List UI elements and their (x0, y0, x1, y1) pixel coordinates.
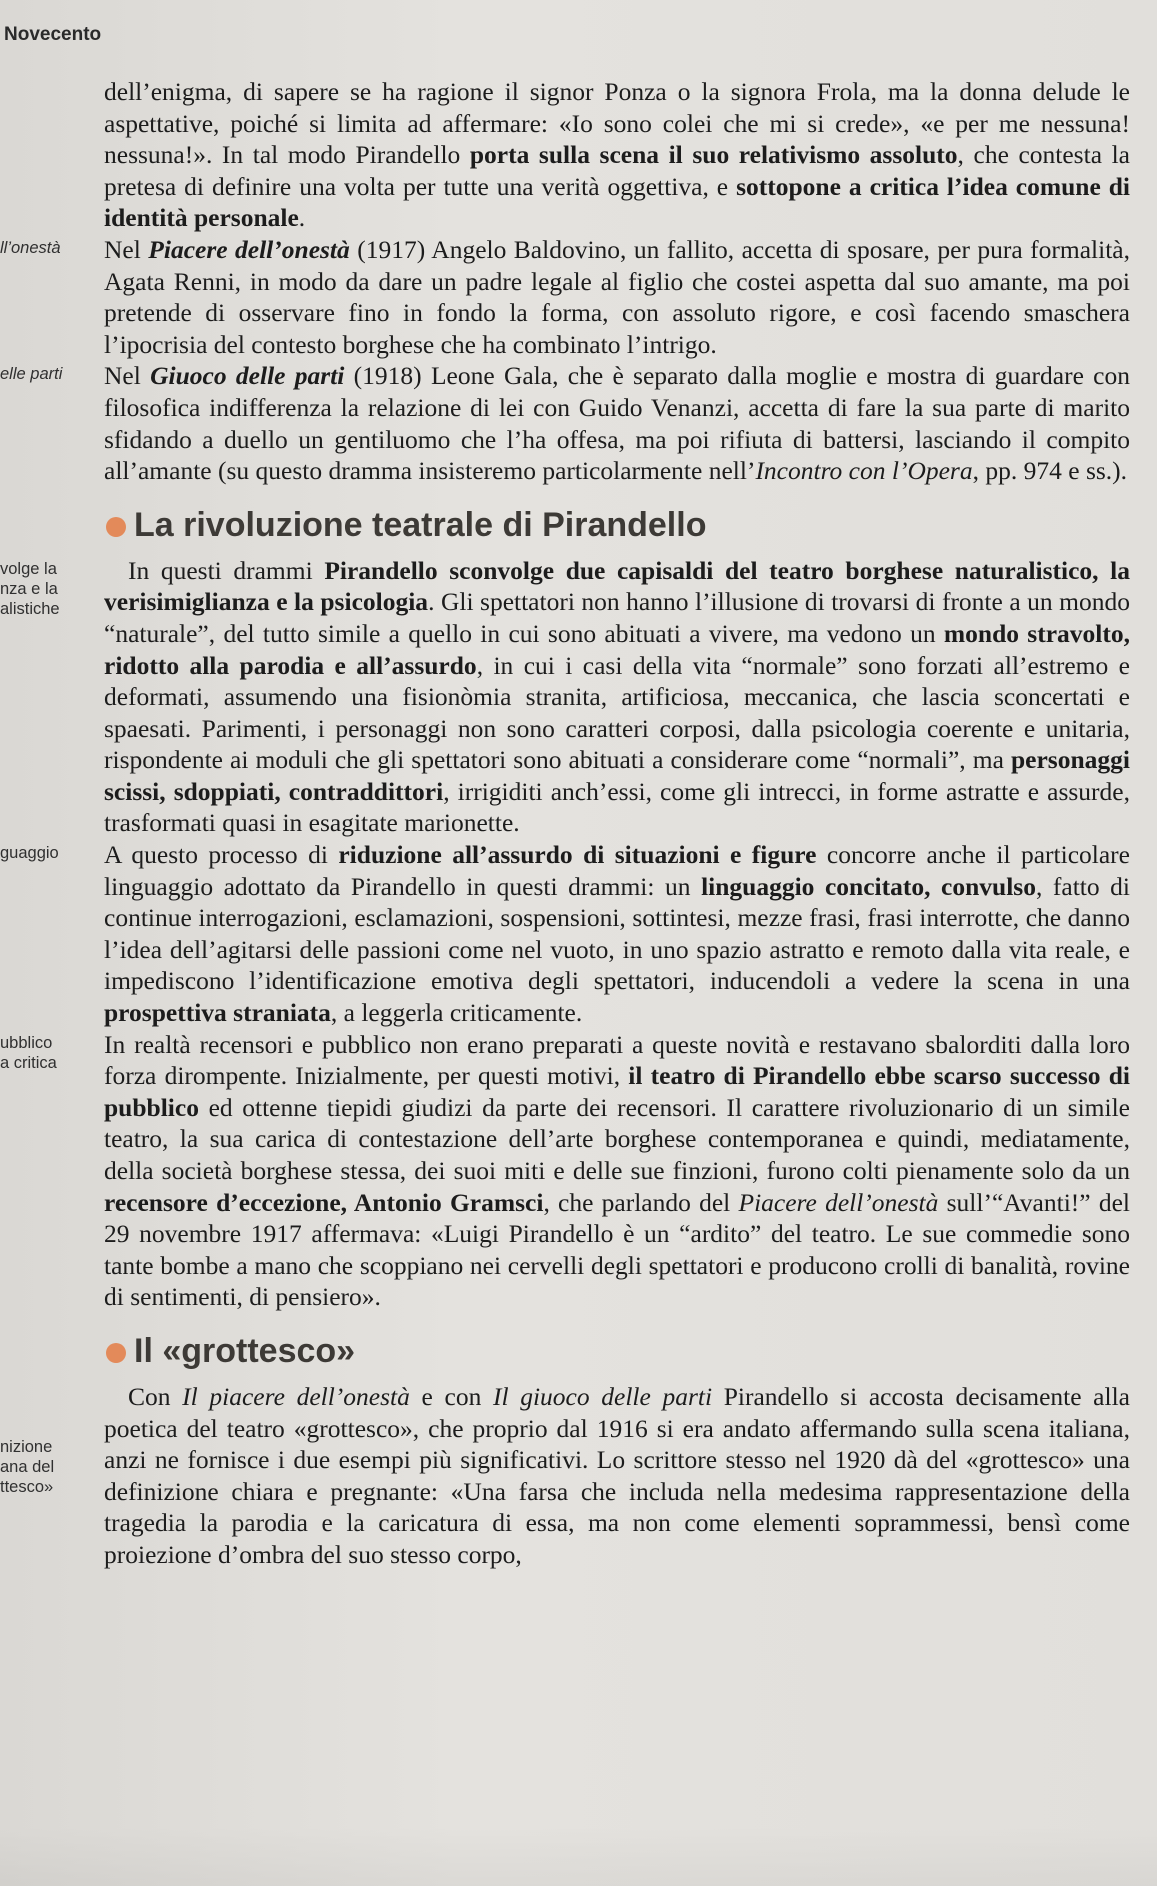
text-run: sull’“Avanti!” del 29 novembre 1917 affermava: «Luigi Pirandello è un “ardito” del teatro. Le sue commedie sono tante bombe a mano che scoppiano nei cervelli degli spettatori e producono crolli di banalità, rovine di sentimenti, di pensiero». (104, 1187, 1130, 1312)
section-title-rivoluzione (104, 505, 1130, 545)
margin-note-linguaggio (0, 843, 74, 863)
giuoco-title: Giuoco delle parti (150, 361, 345, 391)
intro-bold-2: sottopone a critica l’idea comune di identità personale (104, 171, 1131, 233)
giuoco-block (0, 360, 1131, 486)
giuoco-ref-title: Incontro con l’Opera (755, 456, 973, 486)
intro-block (104, 76, 1130, 234)
margin-note-giuoco: elle parti (0, 365, 63, 384)
margin-note-pubblico (0, 1033, 74, 1073)
text-run: Con (128, 1381, 183, 1411)
margin-line: ana del (0, 1457, 55, 1476)
section-title-text: Il «grottesco» (134, 1331, 356, 1370)
italic-run: Il piacere dell’onestà (182, 1381, 410, 1411)
margin-note-piacere: ll’onestà (0, 238, 61, 257)
rivoluzione-p1-block (0, 555, 1131, 839)
giuoco-text-1: Nel (104, 361, 151, 391)
text-run: e con (409, 1381, 493, 1411)
margin-line: guaggio (0, 844, 59, 863)
text-run: , fatto di continue interrogazioni, esclamazioni, sospensioni, sottintesi, mezze frasi, frasi interrotte, che danno l’idea dell’agitarsi delle passioni come nel vuoto, in uno spazio astratto e remoto dalla vita reale, e impediscono l’identificazione emotiva degli spettatori, inducendoli a vedere la scena in una (104, 871, 1130, 996)
rivoluzione-paragraph-3 (104, 1029, 1130, 1313)
giuoco-text-3: , pp. 974 e ss.). (972, 456, 1128, 486)
rivoluzione-paragraph-1 (104, 555, 1130, 839)
text-run: In realtà recensori e pubblico non erano preparati a queste novità e restavano sbalorditi dalla loro forza dirompente. Inizialmente, per questi motivi, (104, 1029, 1130, 1091)
piacere-paragraph (104, 234, 1130, 360)
giuoco-text-2: (1918) Leone Gala, che è separato dalla moglie e mostra di guardare con filosofica indifferenza la relazione di lei con Guido Venanzi, accetta di fare la sua parte di marito sfidando a duello un gentiluomo che l’ha offesa, ma poi rifiuta di battersi, lasciando il compito all’amante (su questo dramma insisteremo particolarmente nell’ (104, 361, 1131, 486)
grottesco-paragraph-1 (104, 1381, 1130, 1571)
piacere-block (0, 234, 1131, 360)
bold-run: recensore d’eccezione, Antonio Gramsci (104, 1187, 544, 1217)
bold-run: personaggi scissi, sdoppiati, contraddittori (104, 745, 1130, 806)
grottesco-p1-block (0, 1381, 1130, 1571)
text-run: concorre anche il particolare linguaggio adottato da Pirandello in questi drammi: un (104, 840, 1130, 901)
intro-text-2: , che contesta la pretesa di definire una volta per tutte una verità oggettiva, e (104, 140, 1130, 201)
rivoluzione-p3-block (0, 1029, 1130, 1313)
text-run: , a leggerla criticamente. (330, 998, 583, 1028)
piacere-text-1: Nel (104, 234, 149, 264)
text-run: Pirandello si accosta decisamente alla poetica del teatro «grottesco», che proprio dal 1916 si era andato affermando sulla scena italiana, anzi ne fornisce i due esempi più significativi. Lo scrittore stesso nel 1920 dà del «grottesco» una definizione chiara e pregnante: «Una farsa che includa nella medesima rappresentazione della tragedia la parodia e la caricatura di essa, ma non come elementi soprammessi, bensì come proiezione d’ombra del suo stesso corpo, (104, 1381, 1130, 1569)
text-run: ed ottenne tiepidi giudizi da parte dei recensori. Il carattere rivoluzionario di un simile teatro, la sua carica di contestazione dell’arte borghese contemporanea e quindi, mediatamente, della società borghese stessa, dei suoi miti e delle sue finzioni, furono colti pienamente solo da un (104, 1092, 1130, 1185)
italic-run: Il giuoco delle parti (492, 1381, 713, 1411)
margin-line: nza e la (0, 579, 58, 598)
rivoluzione-p2-block (0, 839, 1130, 1029)
section-title-text: La rivoluzione teatrale di Pirandello (134, 505, 707, 544)
margin-line: ttesco» (0, 1477, 54, 1496)
text-run: . Gli spettatori non hanno l’illusione di trovarsi di fronte a un mondo “naturale”, del tutto simile a quello in cui sono abituati a vivere, ma vedono un (104, 587, 1130, 648)
bold-run: linguaggio concitato, convulso (701, 871, 1036, 901)
page-shadow (0, 1826, 1157, 1886)
piacere-text-2: (1917) Angelo Baldovino, un fallito, accetta di sposare, per pura formalità, Agata Renni, in modo da dare un padre legale al figlio che costei aspetta dal suo amante, ma poi pretende di osservare fino in fondo la forma, con assoluto rigore, e così facendo smaschera l’ipocrisia del contesto borghese che ha combinato l’intrigo. (104, 234, 1131, 359)
text-run: , in cui i casi della vita “normale” sono forzati all’estremo e deformati, assumendo una fisionòmia stranita, artificiosa, meccanica, che lascia sconcertati e spaesati. Parimenti, i personaggi non sono caratteri corposi, dalla psicologia coerente e unitaria, rispondente ai moduli che gli spettatori sono abituati a considerare come “normali”, ma (104, 650, 1130, 775)
bold-run: prospettiva straniata (104, 998, 331, 1028)
margin-line: a critica (0, 1053, 57, 1072)
margin-line: ubblico (0, 1033, 53, 1052)
running-head: Novecento (4, 24, 102, 45)
text-run: In questi drammi (128, 555, 325, 585)
section-bullet-icon (106, 1343, 126, 1363)
intro-text-3: . (298, 203, 306, 233)
intro-text-1: dell’enigma, di sapere se ha ragione il signor Ponza o la signora Frola, ma la donna delude le aspettative, poiché si limita ad affermare: «Io sono colei che mi si crede», «e per me nessuna! nessuna!». In tal modo Pirandello (104, 77, 1130, 170)
text-run: , irrigiditi anch’essi, come gli intrecci, in forme astratte e assurde, trasformati quasi in esagitate marionette. (104, 776, 1130, 838)
bold-run: il teatro di Pirandello ebbe scarso successo di pubblico (104, 1061, 1130, 1122)
text-column (0, 76, 1131, 1571)
bold-run: mondo stravolto, ridotto alla parodia e all’assurdo (104, 618, 1130, 680)
margin-line: volge la (0, 559, 57, 578)
margin-note-rivoluzione (0, 559, 74, 619)
bold-run: riduzione all’assurdo di situazioni e figure (338, 840, 817, 870)
section-bullet-icon (106, 517, 126, 537)
italic-run: Piacere dell’onestà (738, 1187, 939, 1217)
text-run: , che parlando del (543, 1187, 739, 1217)
rivoluzione-paragraph-2 (104, 839, 1130, 1029)
giuoco-paragraph (104, 360, 1130, 486)
text-run: A questo processo di (104, 840, 339, 870)
section-title-grottesco (104, 1331, 1130, 1371)
intro-bold-1: porta sulla scena il suo relativismo assoluto (469, 140, 958, 170)
margin-line: alistiche (0, 599, 60, 618)
piacere-title: Piacere dell’onestà (148, 234, 350, 264)
intro-paragraph (104, 76, 1130, 234)
bold-run: Pirandello sconvolge due capisaldi del teatro borghese naturalistico, la verisimiglianza e la psicologia (104, 555, 1131, 617)
margin-line: nizione (0, 1437, 53, 1456)
margin-note-grottesco (0, 1437, 74, 1497)
